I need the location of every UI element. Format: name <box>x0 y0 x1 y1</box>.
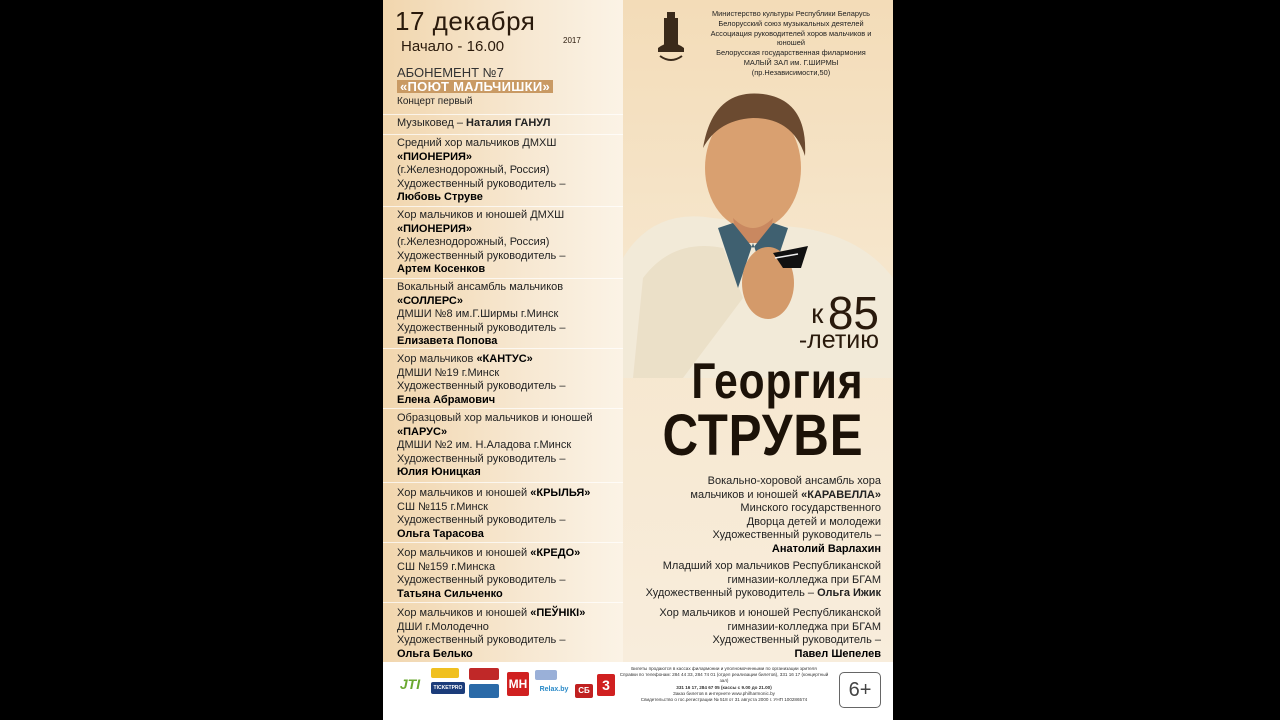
concert-poster <box>383 0 893 720</box>
group-line: мальчиков и юношей <box>690 488 799 501</box>
right-group-block <box>611 560 881 601</box>
sponsor-logo-sb: СБ <box>575 684 593 698</box>
organizers-block <box>696 9 886 78</box>
group-line: Художественный руководитель – <box>397 380 566 393</box>
organizer-line: Белорусская государственная филармония <box>716 48 866 58</box>
start-time: Начало - 16.00 <box>401 38 505 55</box>
group-line: Художественный руководитель – <box>712 634 881 647</box>
group-line: Художественный руководитель – <box>645 587 815 600</box>
sponsor-logo-ticketpro: TICKETPRO <box>431 682 465 694</box>
sponsor-logo-blue <box>469 684 499 698</box>
group-leader: Татьяна Сильченко <box>397 587 503 600</box>
organizer-line: Белорусский союз музыкальных деятелей <box>718 18 864 28</box>
group-leader: Ольга Белько <box>397 647 473 660</box>
group-block <box>383 206 623 278</box>
group-line: гимназии-колледжа при БГАМ <box>727 620 881 633</box>
contact-info <box>619 666 829 703</box>
group-line: СШ №159 г.Минска <box>397 560 496 573</box>
group-line: ДМШИ №19 г.Минск <box>397 366 500 379</box>
anniversary-k: к <box>811 298 824 329</box>
abonement-label: АБОНЕМЕНТ №7 <box>397 65 504 80</box>
sponsor-logo-relax: Relax.by <box>539 686 569 693</box>
group-line: Художественный руководитель – <box>397 321 566 334</box>
honoree-last-name: СТРУВЕ <box>662 403 863 468</box>
concert-subtitle: Концерт первый <box>397 96 473 108</box>
musicologist-line <box>383 114 623 134</box>
group-line: Вокально-хоровой ансамбль хора <box>707 475 881 487</box>
group-leader: Ольга Ижик <box>817 587 881 600</box>
group-leader: Артем Косенков <box>397 263 486 276</box>
concert-date: 17 декабря <box>395 6 536 36</box>
group-line: Художественный руководитель – <box>397 177 566 190</box>
group-line: Младший хор мальчиков Республиканской <box>662 560 881 572</box>
organizer-line: (пр.Независимости,50) <box>751 67 831 77</box>
philharmonic-logo-icon <box>654 8 688 68</box>
group-line: Художественный руководитель – <box>397 634 566 647</box>
group-line: СШ №115 г.Минск <box>397 500 488 513</box>
sponsor-logo-jti: JTI <box>399 676 421 692</box>
group-leader: Юлия Юницкая <box>397 466 481 479</box>
group-line: Средний хор мальчиков ДМХШ <box>397 137 557 149</box>
group-leader: Любовь Струве <box>397 191 483 204</box>
sponsor-logo-yellow <box>431 668 459 678</box>
group-line: (г.Железнодорожный, Россия) <box>397 236 550 249</box>
group-name: «ПЕЎНІКІ» <box>530 607 586 619</box>
sponsors-footer <box>383 662 893 720</box>
organizer-line: Ассоциация руководителей хоров мальчиков и юношей <box>710 28 872 48</box>
concert-title: «ПОЮТ МАЛЬЧИШКИ» <box>397 80 553 94</box>
group-leader: Ольга Тарасова <box>397 527 484 540</box>
sponsor-logo-small <box>535 670 557 680</box>
group-line: гимназии-колледжа при БГАМ <box>727 573 881 586</box>
anniversary-85: 85 <box>827 287 879 339</box>
group-line: Художественный руководитель – <box>712 529 881 542</box>
contact-line: Билеты продаются в кассах филармонии и уполномоченными по организации зрителя <box>631 666 817 671</box>
group-line: ДМШИ №8 им.Г.Ширмы г.Минск <box>397 308 559 321</box>
group-line: Вокальный ансамбль мальчиков <box>397 281 564 293</box>
abonement-block <box>383 66 623 114</box>
group-line: Художественный руководитель – <box>397 574 566 587</box>
group-line: Хор мальчиков и юношей <box>397 607 528 619</box>
group-line: Художественный руководитель – <box>397 249 566 262</box>
group-line: Хор мальчиков и юношей ДМХШ <box>397 209 565 221</box>
group-block <box>383 542 623 602</box>
group-name: «КАНТУС» <box>476 353 533 365</box>
contact-line: Справки по телефонам: 284 44 33, 284 74 01 (отдел реализации билетов), 331 16 17 (концертный зал) <box>619 672 829 684</box>
musicologist-role: Музыковед – <box>397 117 463 129</box>
group-line: Дворца детей и молодежи <box>746 515 881 528</box>
group-name: «КРЕДО» <box>530 547 581 559</box>
program-column <box>383 0 623 662</box>
group-leader: Елизавета Попова <box>397 335 498 348</box>
group-leader: Павел Шепелев <box>794 647 881 660</box>
sponsor-logo-channel3: 3 <box>597 674 615 696</box>
group-name: «ПИОНЕРИЯ» <box>397 222 473 235</box>
group-name: «КАРАВЕЛЛА» <box>801 488 881 501</box>
group-leader: Елена Абрамович <box>397 393 496 406</box>
group-line: Художественный руководитель – <box>397 452 566 465</box>
right-group-block <box>611 607 881 661</box>
group-name: «СОЛЛЕРС» <box>397 294 463 307</box>
contact-line: 331 16 17, 284 67 05 (кассы с 9.00 до 21.00) <box>676 684 772 690</box>
group-line: (г.Железнодорожный, Россия) <box>397 164 550 177</box>
group-line: Минского государственного <box>740 502 881 515</box>
group-line: ДШИ г.Молодечно <box>397 620 489 633</box>
group-line: Хор мальчиков и юношей <box>397 547 528 559</box>
age-rating-badge: 6+ <box>839 672 881 708</box>
sponsor-logo-red <box>469 668 499 680</box>
group-block <box>383 278 623 348</box>
right-group-block <box>611 475 881 557</box>
group-block <box>383 134 623 206</box>
group-name: «КРЫЛЬЯ» <box>530 487 591 499</box>
organizer-line: МАЛЫЙ ЗАЛ им. Г.ШИРМЫ <box>743 57 839 67</box>
musicologist-name: Наталия ГАНУЛ <box>466 117 551 129</box>
contact-line: Свидетельство о гос.регистрации № 518 от 31 августа 2000 г. УНП 100286574 <box>640 697 808 703</box>
concert-year: 2017 <box>563 36 581 45</box>
sponsor-logo-mn: МН <box>507 672 529 696</box>
anniversary-suffix: -летию <box>798 326 879 354</box>
group-line: Хор мальчиков <box>397 353 474 365</box>
group-line: Художественный руководитель – <box>397 514 566 527</box>
contact-line: Заказ билетов в интернете www.philharmonic.by <box>673 690 775 696</box>
group-line: Хор мальчиков и юношей <box>397 487 528 499</box>
group-block <box>383 348 623 408</box>
group-line: ДМШИ №2 им. Н.Аладова г.Минск <box>397 439 572 452</box>
group-block <box>383 408 623 482</box>
group-line: Образцовый хор мальчиков и юношей <box>397 412 593 424</box>
group-block <box>383 482 623 542</box>
group-line: Хор мальчиков и юношей Республиканской <box>659 607 881 619</box>
group-block <box>383 602 623 662</box>
group-name: «ПИОНЕРИЯ» <box>397 150 473 163</box>
organizer-line: Министерство культуры Республики Беларусь <box>711 9 871 18</box>
group-leader: Анатолий Варлахин <box>771 542 881 555</box>
group-name: «ПАРУС» <box>397 425 448 438</box>
honoree-first-name: Георгия <box>690 353 863 409</box>
